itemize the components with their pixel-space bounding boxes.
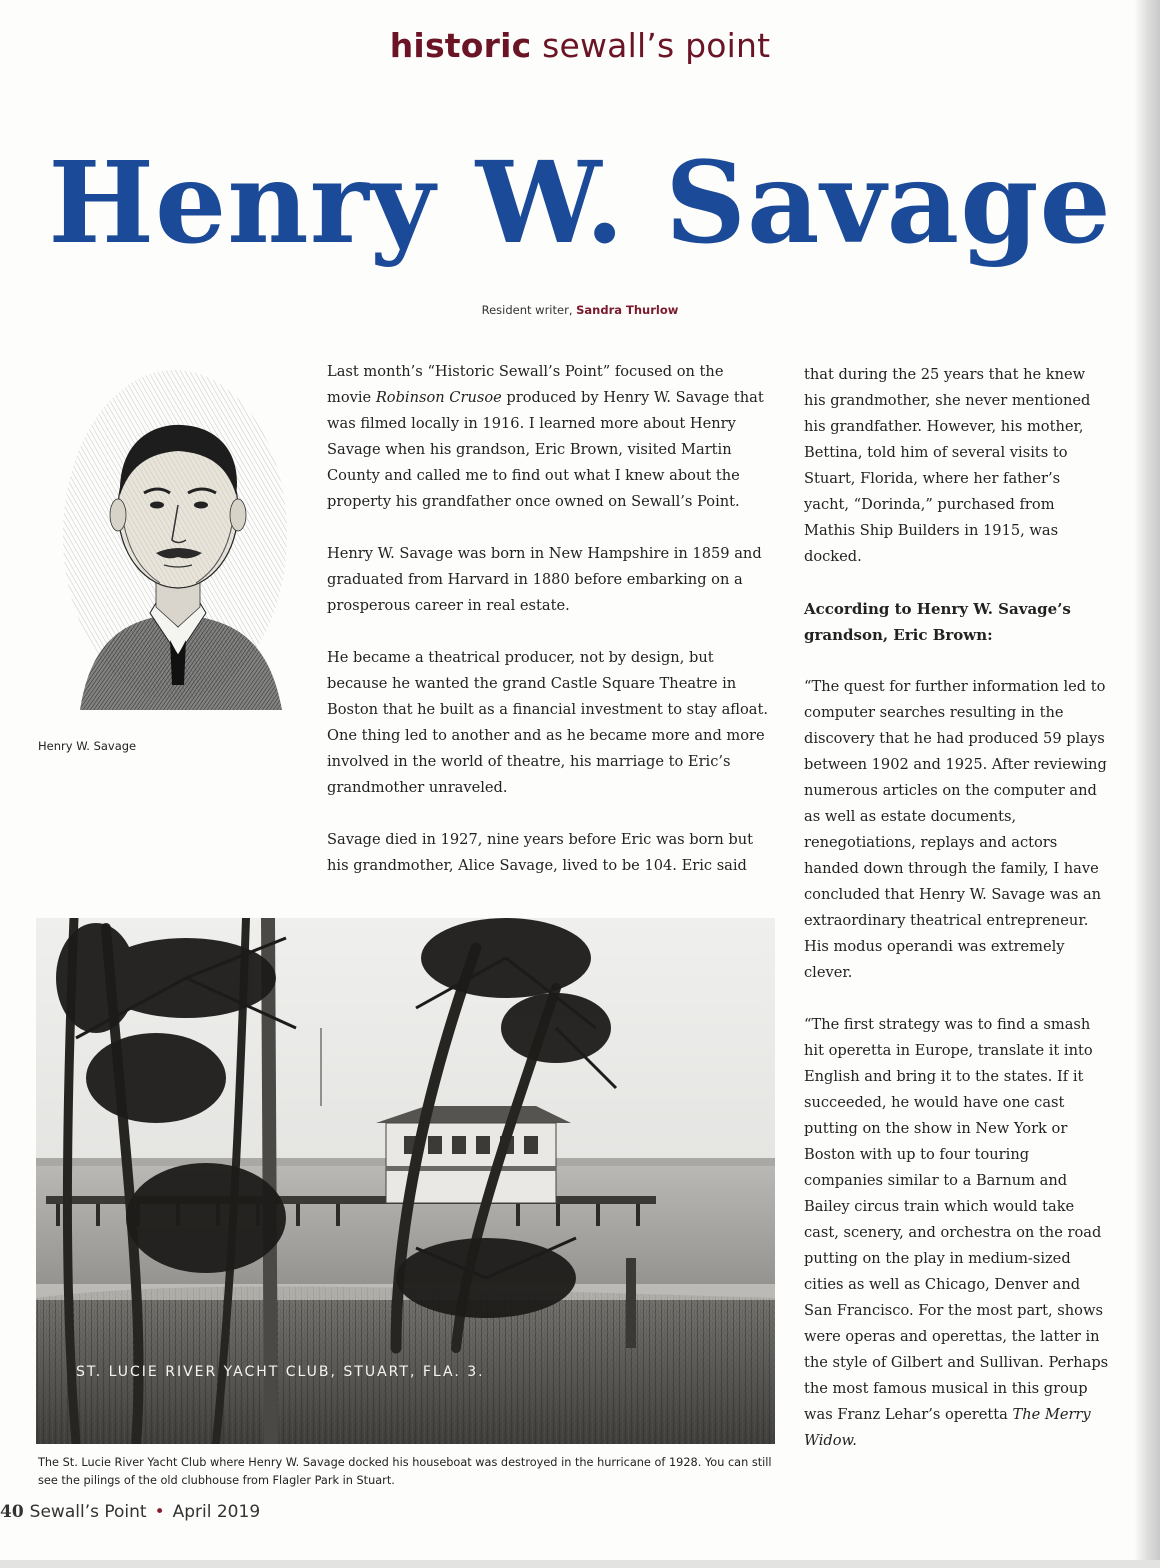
paragraph bbox=[327, 359, 772, 515]
photo-inscription: ST. LUCIE RIVER YACHT CLUB, STUART, FLA. 3. bbox=[76, 1364, 485, 1380]
film-title: Robinson Crusoe bbox=[375, 389, 502, 406]
photo-caption: The St. Lucie River Yacht Club where Henry W. Savage docked his houseboat was destroyed in the hurricane of 1928. You can still see the pilings of the old clubhouse from Flagler Park in Stuart. bbox=[38, 1456, 772, 1487]
separator-dot: • bbox=[154, 1502, 165, 1522]
section-header-rest: sewall’s point bbox=[531, 26, 771, 65]
paragraph: He became a theatrical producer, not by design, but because he wanted the grand Castle Square Theatre in Boston that he built as a financial investment to stay afloat. One thing led to another and as he became more and more involved in the world of theatre, his marriage to Eric’s grandmother unraveled. bbox=[327, 649, 768, 796]
byline-author: Sandra Thurlow bbox=[576, 303, 679, 317]
paragraph-text: Last month’s “Historic Sewall’s Point” focused on the movie bbox=[327, 363, 724, 406]
byline bbox=[0, 303, 1160, 317]
section-header-bold: historic bbox=[389, 26, 532, 65]
portrait-engraving bbox=[60, 355, 295, 715]
operetta-title: The Merry Widow. bbox=[804, 1406, 1091, 1449]
paragraph: that during the 25 years that he knew his grandmother, she never mentioned his grandfather. However, his mother, Bettina, told him of several visits to Stuart, Florida, where her father’s yacht, “Dorinda,” purchased from Mathis Ship Builders in 1915, was docked. bbox=[804, 366, 1091, 565]
subheading: According to Henry W. Savage’s grandson, Eric Brown: bbox=[804, 600, 1071, 644]
paragraph: Savage died in 1927, nine years before Eric was born but his grandmother, Alice Savage, lived to be 104. Eric said bbox=[327, 831, 754, 874]
issue-date: April 2019 bbox=[172, 1502, 261, 1522]
page-footer bbox=[0, 1502, 260, 1522]
article-title: Henry W. Savage bbox=[48, 138, 1112, 269]
page-bottom-edge bbox=[0, 1560, 1160, 1568]
page-number: 40 bbox=[0, 1502, 24, 1522]
article-column-2 bbox=[804, 362, 1109, 1480]
yacht-club-photo bbox=[36, 918, 775, 1444]
paragraph: Henry W. Savage was born in New Hampshire in 1859 and graduated from Harvard in 1880 before embarking on a prosperous career in real estate. bbox=[327, 545, 762, 614]
portrait-caption: Henry W. Savage bbox=[38, 739, 137, 753]
article-column-1 bbox=[327, 359, 772, 905]
quote-paragraph bbox=[804, 1012, 1109, 1454]
section-header bbox=[0, 26, 1160, 65]
byline-prefix: Resident writer, bbox=[481, 303, 577, 317]
quote-paragraph: “The quest for further information led to computer searches resulting in the discovery that he had produced 59 plays between 1902 and 1925. After reviewing numerous articles on the computer and as well as estate documents, renegotiations, replays and actors handed down through the family, I have concluded that Henry W. Savage was an extraordinary theatrical entrepreneur. His modus operandi was extremely clever. bbox=[804, 678, 1107, 981]
paragraph-text: produced by Henry W. Savage that was filmed locally in 1916. I learned more about Henry Savage when his grandson, Eric Brown, visited Martin County and called me to find out what I knew about the property his grandfather once owned on Sewall’s Point. bbox=[327, 389, 764, 510]
paragraph-text: “The first strategy was to find a smash hit operetta in Europe, translate it into English and bring it to the states. If it succeeded, he would have one cast putting on the show in New York or Boston with up to four touring companies similar to a Barnum and Bailey circus train which would take cast, scenery, and orchestra on the road putting on the play in medium-sized cities as well as Chicago, Denver and San Francisco. For the most part, shows were operas and operettas, the latter in the style of Gilbert and Sullivan. Perhaps the most famous musical in this group was Franz Lehar’s operetta bbox=[804, 1016, 1109, 1423]
publication-name: Sewall’s Point bbox=[29, 1502, 147, 1522]
